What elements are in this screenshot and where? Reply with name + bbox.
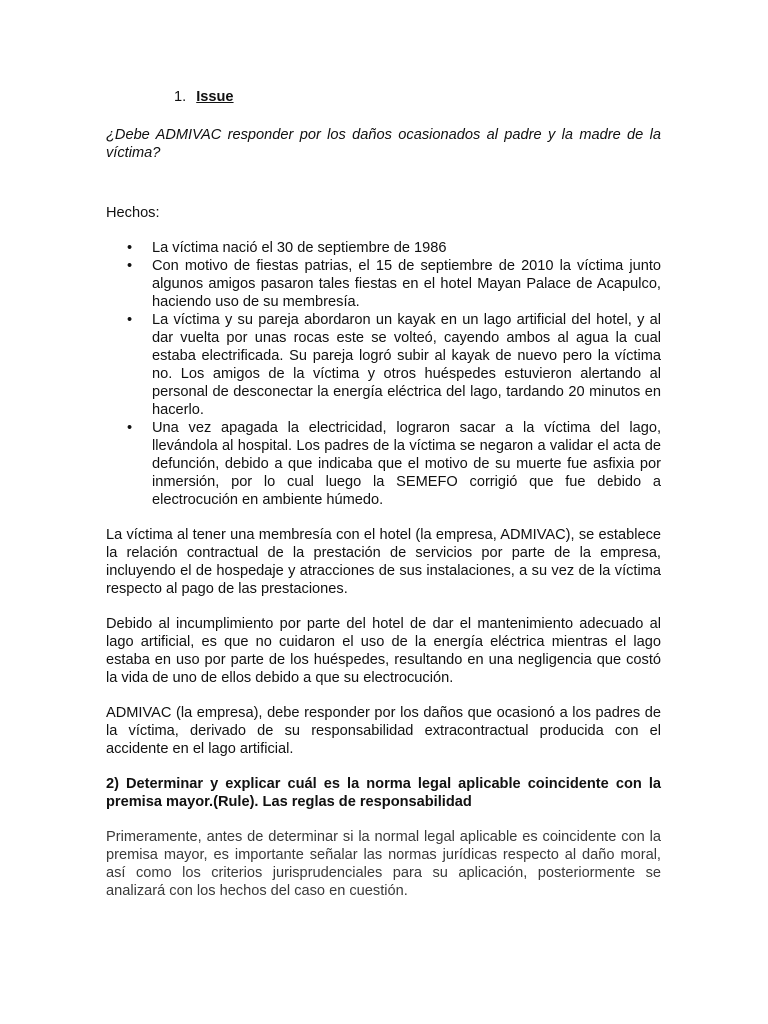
fact-text: La víctima y su pareja abordaron un kayak en un lago artificial del hotel, y al dar vuelta por unas rocas este se volteó, cayendo ambos al agua la cual estaba electrificada. Su pareja logró subir al kayak de nuevo pero la víctima no. Los amigos de la víctima y otros huéspedes estuvieron alertando al personal de desconectar la energía eléctrica del lago, tardando 20 minutos en hacerlo.	[152, 312, 661, 418]
paragraph-contract: La víctima al tener una membresía con el hotel (la empresa, ADMIVAC), se establece la relación contractual de la prestación de servicios por parte de la empresa, incluyendo el de hospedaje y atracciones de sus instalaciones, a su vez de la víctima respecto al pago de las prestaciones.	[106, 527, 661, 597]
list-item	[106, 257, 661, 311]
bullet-icon: •	[127, 240, 133, 256]
document-page	[106, 88, 661, 900]
bullet-icon: •	[127, 312, 133, 328]
issue-question: ¿Debe ADMIVAC responder por los daños ocasionados al padre y la madre de la víctima?	[106, 127, 661, 161]
section-2-heading: 2) Determinar y explicar cuál es la norma legal aplicable coincidente con la premisa mayor.(Rule). Las reglas de responsabilidad	[106, 776, 661, 810]
section-2-paragraph: Primeramente, antes de determinar si la normal legal aplicable es coincidente con la premisa mayor, es importante señalar las normas jurídicas respecto al daño moral, así como los criterios jurisprudenciales para su aplicación, posteriormente se analizará con los hechos del caso en cuestión.	[106, 829, 661, 899]
paragraph-liability: ADMIVAC (la empresa), debe responder por los daños que ocasionó a los padres de la víctima, derivado de su responsabilidad extracontractual producida con el accidente en el lago artificial.	[106, 705, 661, 757]
facts-label: Hechos:	[106, 205, 160, 221]
issue-heading	[174, 88, 661, 106]
issue-number: 1.	[174, 89, 187, 105]
fact-text: Con motivo de fiestas patrias, el 15 de septiembre de 2010 la víctima junto algunos amigos pasaron tales fiestas en el hotel Mayan Palace de Acapulco, haciendo uso de su membresía.	[152, 258, 661, 310]
fact-text: La víctima nació el 30 de septiembre de 1986	[152, 240, 447, 256]
bullet-icon: •	[127, 258, 133, 274]
list-item	[106, 239, 661, 257]
issue-title: Issue	[196, 89, 234, 105]
fact-text: Una vez apagada la electricidad, lograron sacar a la víctima del lago, llevándola al hospital. Los padres de la víctima se negaron a validar el acta de defunción, debido a que indicaba que el motivo de su muerte fue asfixia por inmersión, por lo cual luego la SEMEFO corrigió que fue debido a electrocución en ambiente húmedo.	[152, 420, 661, 508]
facts-list	[106, 239, 661, 509]
list-item	[106, 311, 661, 419]
bullet-icon: •	[127, 420, 133, 436]
paragraph-negligence: Debido al incumplimiento por parte del hotel de dar el mantenimiento adecuado al lago artificial, es que no cuidaron el uso de la energía eléctrica mientras el lago estaba en uso por parte de los huéspedes, resultando en una negligencia que costó la vida de uno de ellos debido a que su electrocución.	[106, 616, 661, 686]
list-item	[106, 419, 661, 509]
